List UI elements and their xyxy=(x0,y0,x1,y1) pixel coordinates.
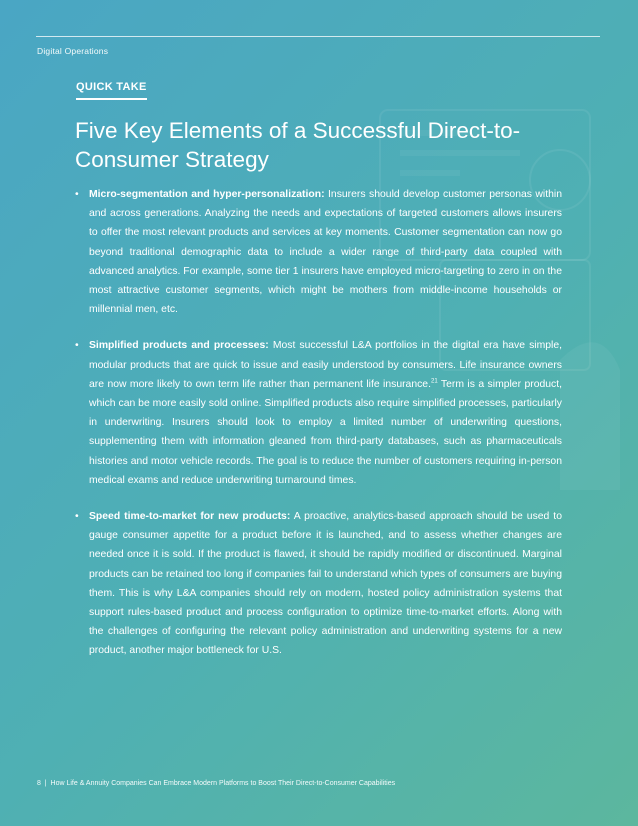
bullet-heading: Speed time-to-market for new products: xyxy=(89,511,291,523)
section-label: Digital Operations xyxy=(37,46,109,56)
bullet-text: Most successful L&A portfolios in the digital era have simple, modular products that are quick to issue and easily understood by consumers. Life insurance owners are now more likely to own term life rather than permanent life insurance. xyxy=(89,340,562,390)
publication-title: How Life & Annuity Companies Can Embrace Modern Platforms to Boost Their Direct-to-Consumer Capabilities xyxy=(50,780,396,787)
bullet-text: Insurers should develop customer personas within and across generations. Analyzing the needs and expectations of targeted customers allows insurers to offer the most relevant products and services at key moments. Customer segmentation can now go beyond traditional demographic data to include a wider range of third-party data coupled with advanced analytics. For example, some tier 1 insurers have employed micro-targeting to zero in on the most attractive customer segments, which might be mothers from middle-income households or millennial men, etc. xyxy=(89,189,562,316)
bullet-text-continued: Term is a simpler product, which can be more easily sold online. Simplified products also require simplified processes, particularly in underwriting. Insurers should look to employ a limited number of underwriting questions, supplementing them with information gleaned from third-party databases, such as pharmaceuticals histories and motor vehicle records. The goal is to reduce the number of customers requiring in-person medical exams and reduce underwriting turnaround times. xyxy=(89,378,563,486)
bullet-item-time-to-market xyxy=(75,507,562,661)
bullet-item-simplified-products xyxy=(75,336,562,490)
bullet-marker: • xyxy=(75,189,79,200)
footnote-marker: 21 xyxy=(430,378,438,385)
page-footer xyxy=(37,780,395,787)
bullet-list xyxy=(75,185,562,661)
bullet-marker: • xyxy=(75,340,79,352)
page-title: Five Key Elements of a Successful Direct-to-Consumer Strategy xyxy=(75,118,521,172)
bullet-item-micro-segmentation xyxy=(75,185,562,319)
bullet-marker: • xyxy=(75,511,79,523)
page-number: 8 xyxy=(37,780,41,787)
bullet-heading: Simplified products and processes: xyxy=(89,340,269,352)
footer-separator: | xyxy=(44,780,47,787)
bullet-heading: Micro-segmentation and hyper-personalization: xyxy=(89,189,325,200)
header-rule xyxy=(36,36,600,37)
quick-take-label: QUICK TAKE xyxy=(76,81,147,100)
bullet-text: A proactive, analytics-based approach should be used to gauge consumer appetite for a product before it is launched, and to assess whether changes are needed once it is sold. If the product is flawed, it should be rapidly modified or discontinued. Marginal products can be retained too long if companies fail to understand which types of consumers are buying them. This is why L&A companies should rely on modern, hosted policy administration systems that support rules-based product and process configuration to optimize time-to-market efforts. Along with the challenges of configuring the relevant policy administration and underwriting systems for a new product, another major bottleneck for U.S. xyxy=(89,511,562,657)
